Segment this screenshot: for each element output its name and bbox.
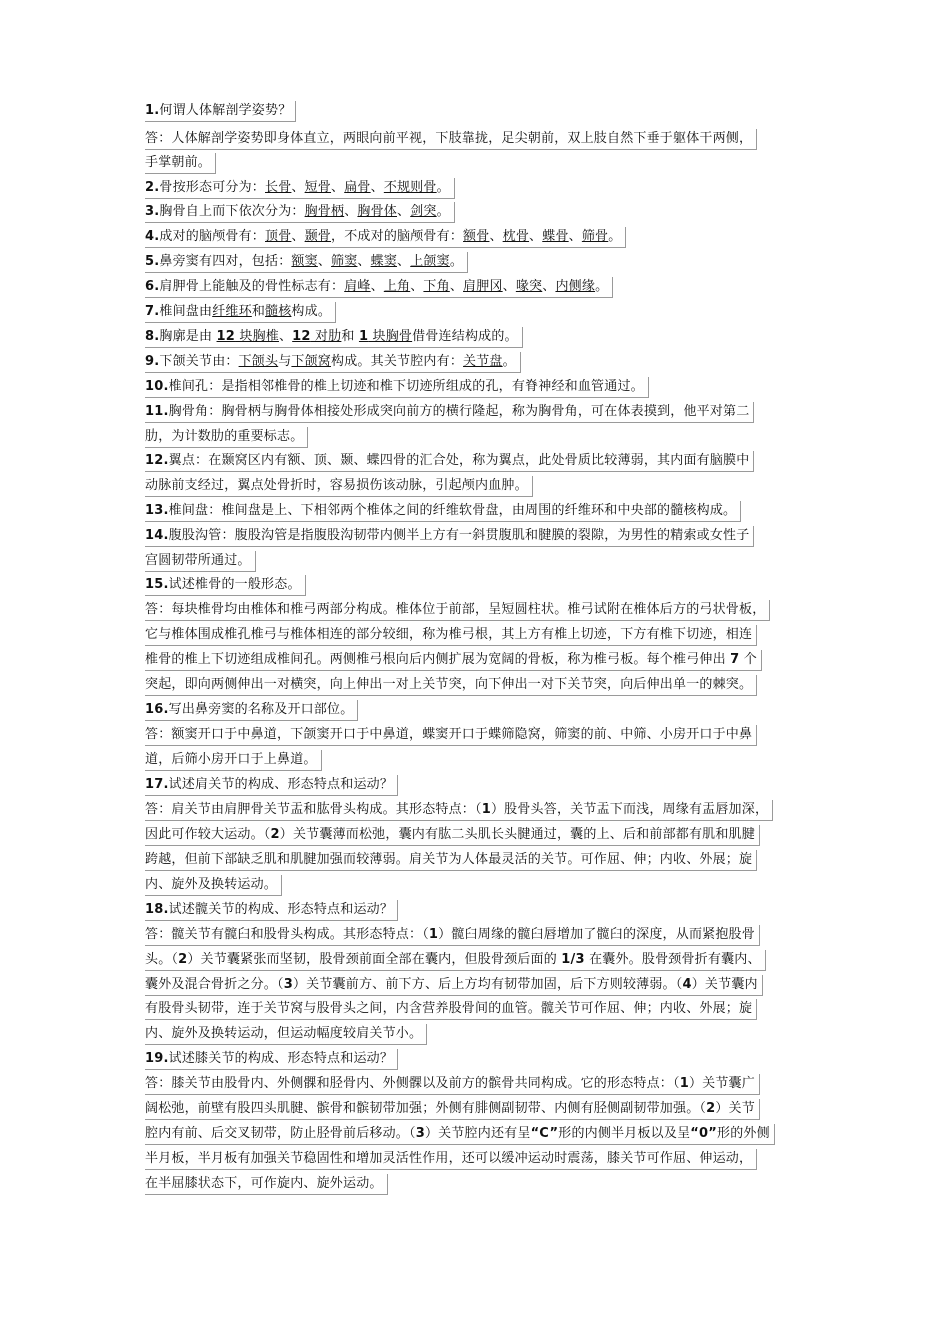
text-segment: 。 — [436, 180, 450, 195]
text-line — [145, 202, 455, 223]
text-segment: ）股骨头答，关节盂下而浅，周缘有盂唇加深， — [490, 802, 769, 817]
text-segment: 块胸骨 — [368, 329, 413, 344]
item-number: 4. — [145, 229, 160, 244]
text-segment: 跨越，但前下部缺乏肌和肌腱加强而较薄弱。肩关节为人体最灵活的关节。可作屈、伸；内收、外展；旋 — [145, 852, 753, 867]
text-segment: 肩峰 — [344, 279, 371, 294]
text-segment: 2 — [270, 827, 280, 842]
text-line — [145, 377, 649, 398]
text-segment: 12 — [216, 329, 236, 344]
text-segment: 构成。其关节腔内有： — [331, 354, 464, 369]
text-line — [145, 1124, 775, 1145]
text-segment: 长骨 — [265, 180, 292, 195]
text-segment: 蝶骨 — [542, 229, 569, 244]
text-line — [145, 1099, 760, 1120]
text-segment: 1 — [358, 329, 369, 344]
text-line — [145, 700, 358, 721]
text-line — [145, 850, 757, 871]
text-segment: 答：人体解剖学姿势即身体直立，两眼向前平视，下肢靠拢，足尖朝前，双上肢自然下垂于躯体干两侧， — [145, 131, 753, 146]
text-line — [145, 600, 770, 621]
text-segment: ）关节囊广 — [688, 1076, 755, 1091]
text-segment: 成对的脑颅骨有： — [159, 229, 265, 244]
text-segment: 。 — [436, 204, 450, 219]
text-line — [145, 925, 760, 946]
text-segment: 骨按形态可分为： — [159, 180, 265, 195]
text-segment: 块胸椎 — [235, 329, 279, 344]
text-segment: 2 — [178, 952, 188, 967]
text-segment: 胸骨体 — [357, 204, 398, 219]
text-segment: 、 — [370, 180, 384, 195]
text-segment: 胸骨柄 — [304, 204, 345, 219]
text-segment: 枕骨 — [502, 229, 530, 244]
item-number: 13. — [145, 503, 169, 518]
text-segment: 、 — [291, 180, 305, 195]
text-line — [145, 427, 308, 448]
text-line — [145, 252, 468, 273]
text-segment: ）髋臼周缘的髋臼唇增加了髋臼的深度，从而紧抱股骨 — [438, 927, 755, 942]
text-segment: 腔内有前、后交叉韧带，防止胫骨前后移动。（ — [145, 1126, 416, 1141]
item-number: 18. — [145, 902, 169, 917]
text-segment: 1 — [428, 927, 439, 942]
text-line — [145, 129, 757, 150]
text-segment: 关节盘 — [463, 354, 503, 369]
text-segment: 有股骨头韧带，连于关节窝与股骨头之间，内含营养股骨间的血管。髋关节可作屈、伸；内收、外展；旋 — [145, 1001, 753, 1016]
text-line — [145, 1049, 398, 1070]
text-line — [145, 1174, 388, 1195]
text-segment: ）关节囊薄而松弛，囊内有肱二头肌长头腱通过，囊的上、后和前部都有肌和肌腱 — [279, 827, 755, 842]
text-segment: 形的内侧半月板以及呈 — [558, 1126, 691, 1141]
text-segment: 试述椎骨的一般形态。 — [168, 577, 301, 592]
text-segment: 答：额窦开口于中鼻道，下颌窦开口于中鼻道，蝶窦开口于蝶筛隐窝，筛窦的前、中筛、小房开口于中鼻 — [145, 727, 753, 742]
text-line — [145, 825, 760, 846]
text-line — [145, 327, 523, 348]
text-segment: 与 — [278, 354, 292, 369]
text-segment: 动脉前支经过，翼点处骨折时，容易损伤该动脉，引起颅内血肿。 — [145, 478, 528, 493]
text-segment: 1 — [481, 802, 491, 817]
text-line — [145, 950, 766, 971]
item-number: 9. — [145, 354, 160, 369]
item-number: 3. — [145, 204, 160, 219]
text-segment: 蝶窦 — [370, 254, 398, 269]
text-line — [145, 277, 613, 298]
item-number: 14. — [145, 528, 169, 543]
text-segment: 试述肩关节的构成、形态特点和运动？ — [168, 777, 394, 792]
text-segment: 突起，即向两侧伸出一对横突，向上伸出一对上关节突，向下伸出一对下关节突，向后伸出单一的棘突。 — [145, 677, 753, 692]
text-segment: 4 — [682, 977, 692, 992]
text-segment: 肩胛冈 — [463, 279, 503, 294]
text-line — [145, 1024, 427, 1045]
text-segment: ）关节腔内还有呈 — [424, 1126, 531, 1141]
text-segment: 对肋 — [310, 329, 342, 344]
text-segment: 椎间盘：椎间盘是上、下相邻两个椎体之间的纤维软骨盘，由周围的纤维环和中央部的髓核构成。 — [168, 503, 737, 518]
text-line — [145, 800, 773, 821]
text-line — [145, 526, 754, 547]
text-segment: “0” — [690, 1126, 718, 1141]
text-segment: 手掌朝前。 — [145, 155, 212, 170]
text-line — [145, 875, 282, 896]
text-segment: 答：肩关节由肩胛骨关节盂和肱骨头构成。其形态特点：（ — [145, 802, 482, 817]
item-number: 6. — [145, 279, 160, 294]
text-segment: 肩胛骨上能触及的骨性标志有： — [159, 279, 345, 294]
text-segment: “C” — [530, 1126, 559, 1141]
item-number: 17. — [145, 777, 169, 792]
text-segment: 肋，为计数肋的重要标志。 — [145, 429, 304, 444]
text-segment: 借骨连结构成的。 — [412, 329, 518, 344]
text-segment: 道，后筛小房开口于上鼻道。 — [145, 752, 317, 767]
text-segment: 上角 — [383, 279, 411, 294]
text-segment: 12 — [292, 329, 311, 344]
text-segment: 喙突 — [515, 279, 543, 294]
text-line — [145, 625, 757, 646]
text-segment: 短骨 — [304, 180, 332, 195]
text-segment: 。 — [595, 279, 609, 294]
text-segment: 7 — [730, 652, 740, 667]
text-segment: 腹股沟管：腹股沟管是指腹股沟韧带内侧半上方有一斜贯腹肌和腱膜的裂隙，为男性的精索或女性子 — [168, 528, 750, 543]
text-line — [145, 451, 754, 472]
item-number: 5. — [145, 254, 160, 269]
text-segment: 椎骨的椎上下切迹组成椎间孔。两侧椎弓根向后内侧扩展为宽阔的骨板，称为椎弓板。每个椎弓伸出 — [145, 652, 731, 667]
text-line — [145, 650, 762, 671]
text-segment: 囊外及混合骨折之分。（ — [145, 977, 284, 992]
text-segment: 鼻旁窦有四对，包括： — [159, 254, 292, 269]
item-number: 2. — [145, 180, 160, 195]
text-line — [145, 999, 757, 1020]
text-segment: 内侧缘 — [555, 279, 596, 294]
text-segment: 下颌窝 — [291, 354, 332, 369]
text-segment: 头。（ — [145, 952, 179, 967]
text-line — [145, 975, 763, 996]
text-line — [145, 227, 626, 248]
item-number: 11. — [145, 404, 169, 419]
text-line — [145, 501, 741, 522]
text-segment: 何谓人体解剖学姿势？ — [159, 103, 292, 118]
item-number: 19. — [145, 1051, 169, 1066]
item-number: 16. — [145, 702, 169, 717]
text-segment: 2 — [706, 1101, 716, 1116]
text-segment: 、 — [317, 254, 332, 269]
text-line — [145, 575, 306, 596]
text-segment: 下颌关节由： — [159, 354, 239, 369]
text-line — [145, 725, 757, 746]
text-line — [145, 750, 322, 771]
text-segment: 和 — [341, 329, 359, 344]
text-segment: 因此可作较大运动。（ — [145, 827, 271, 842]
text-line — [145, 178, 455, 199]
text-segment: 试述髋关节的构成、形态特点和运动？ — [168, 902, 394, 917]
text-segment: ）关节 — [715, 1101, 755, 1116]
text-segment: 筛骨 — [581, 229, 609, 244]
text-segment: 在囊外。股骨颈骨折有囊内、 — [584, 952, 761, 967]
text-segment: 剑突 — [410, 204, 437, 219]
text-segment: 3 — [415, 1126, 425, 1141]
text-segment: 试述膝关节的构成、形态特点和运动？ — [168, 1051, 394, 1066]
text-segment: 答：髋关节有髋臼和股骨头构成。其形态特点：（ — [145, 927, 429, 942]
text-line — [145, 476, 533, 497]
text-segment: 额骨 — [463, 229, 490, 244]
text-segment: ）关节囊内 — [691, 977, 758, 992]
text-line — [145, 302, 336, 323]
text-segment: 。 — [502, 354, 516, 369]
text-segment: 胸骨角：胸骨柄与胸骨体相接处形成突向前方的横行隆起，称为胸骨角，可在体表摸到，他平对第二 — [168, 404, 750, 419]
text-segment: 纤维环 — [212, 304, 252, 319]
text-segment: 、 — [397, 204, 411, 219]
text-line — [145, 675, 757, 696]
text-segment: 3 — [283, 977, 293, 992]
item-number: 15. — [145, 577, 169, 592]
text-segment: 、 — [410, 279, 424, 294]
text-segment: 椎间盘由 — [159, 304, 213, 319]
text-segment: 半月板，半月板有加强关节稳固性和增加灵活性作用，还可以缓冲运动时震荡，膝关节可作屈、伸运动， — [145, 1151, 753, 1166]
text-segment: 、 — [331, 180, 345, 195]
text-segment: 、 — [568, 229, 582, 244]
item-number: 8. — [145, 329, 160, 344]
text-segment: 胸骨自上而下依次分为： — [159, 204, 305, 219]
text-line — [145, 153, 216, 174]
text-segment: ）关节囊紧张而坚韧，股骨颈前面全部在囊内，但股骨颈后面的 — [187, 952, 562, 967]
text-segment: 、 — [489, 229, 503, 244]
text-segment: 、 — [278, 329, 293, 344]
text-segment: 筛窦 — [331, 254, 358, 269]
text-line — [145, 352, 521, 373]
text-segment: 下颌头 — [238, 354, 279, 369]
text-segment: 、 — [397, 254, 411, 269]
text-segment: 扁骨 — [344, 180, 371, 195]
text-segment: 1 — [679, 1076, 689, 1091]
text-segment: 不规则骨 — [383, 180, 437, 195]
text-segment: 上颌窦 — [410, 254, 450, 269]
text-segment: 、 — [370, 279, 384, 294]
text-segment: 、 — [344, 204, 358, 219]
text-segment: 形的外侧 — [717, 1126, 770, 1141]
text-segment: 顶骨 — [265, 229, 292, 244]
text-segment: 、 — [542, 279, 556, 294]
text-segment: 个 — [739, 652, 757, 667]
text-segment: 、 — [291, 229, 305, 244]
text-segment: 内、旋外及换转运动。 — [145, 877, 278, 892]
text-line — [145, 1074, 760, 1095]
text-segment: ，不成对的脑颅骨有： — [331, 229, 464, 244]
text-segment: 内、旋外及换转运动，但运动幅度较肩关节小。 — [145, 1026, 423, 1041]
text-segment: 在半屈膝状态下，可作旋内、旋外运动。 — [145, 1176, 383, 1191]
text-segment: 。 — [608, 229, 622, 244]
text-segment: 1/3 — [561, 952, 585, 967]
text-segment: 、 — [449, 279, 464, 294]
item-number: 7. — [145, 304, 160, 319]
text-segment: 答：每块椎骨均由椎体和椎弓两部分构成。椎体位于前部，呈短圆柱状。椎弓试附在椎体后方的弓状骨板， — [145, 602, 766, 617]
text-line — [145, 551, 256, 572]
text-segment: 宫圆韧带所通过。 — [145, 553, 251, 568]
text-line — [145, 402, 754, 423]
text-line — [145, 101, 296, 122]
text-line — [145, 900, 398, 921]
text-segment: 翼点：在颞窝区内有额、顶、颞、蝶四骨的汇合处，称为翼点，此处骨质比较薄弱，其内面有脑膜中 — [168, 453, 750, 468]
text-segment: 构成。 — [291, 304, 332, 319]
item-number: 1. — [145, 103, 160, 118]
text-segment: 、 — [502, 279, 516, 294]
text-segment: 髓核 — [265, 304, 292, 319]
text-segment: 、 — [357, 254, 371, 269]
text-segment: 。 — [449, 254, 464, 269]
text-segment: 和 — [251, 304, 266, 319]
text-segment: 它与椎体围成椎孔椎弓与椎体相连的部分较细，称为椎弓根，其上方有椎上切迹，下方有椎下切迹，相连 — [145, 627, 753, 642]
text-segment: 写出鼻旁窦的名称及开口部位。 — [168, 702, 354, 717]
text-segment: ）关节囊前方、前下方、后上方均有韧带加固，后下方则较薄弱。（ — [292, 977, 683, 992]
text-segment: 阔松弛，前壁有股四头肌腱、髌骨和髌韧带加强；外侧有腓侧副韧带、内侧有胫侧副韧带加强。（ — [145, 1101, 707, 1116]
text-line — [145, 1149, 757, 1170]
item-number: 12. — [145, 453, 169, 468]
text-segment: 胸廓是由 — [159, 329, 217, 344]
text-segment: 颞骨 — [304, 229, 332, 244]
text-segment: 答：膝关节由股骨内、外侧髁和胫骨内、外侧髁以及前方的髌骨共同构成。它的形态特点：（ — [145, 1076, 680, 1091]
text-segment: 、 — [529, 229, 543, 244]
text-line — [145, 775, 398, 796]
text-segment: 下角 — [423, 279, 450, 294]
text-segment: 椎间孔：是指相邻椎骨的椎上切迹和椎下切迹所组成的孔，有脊神经和血管通过。 — [168, 379, 644, 394]
item-number: 10. — [145, 379, 169, 394]
text-segment: 额窦 — [291, 254, 318, 269]
